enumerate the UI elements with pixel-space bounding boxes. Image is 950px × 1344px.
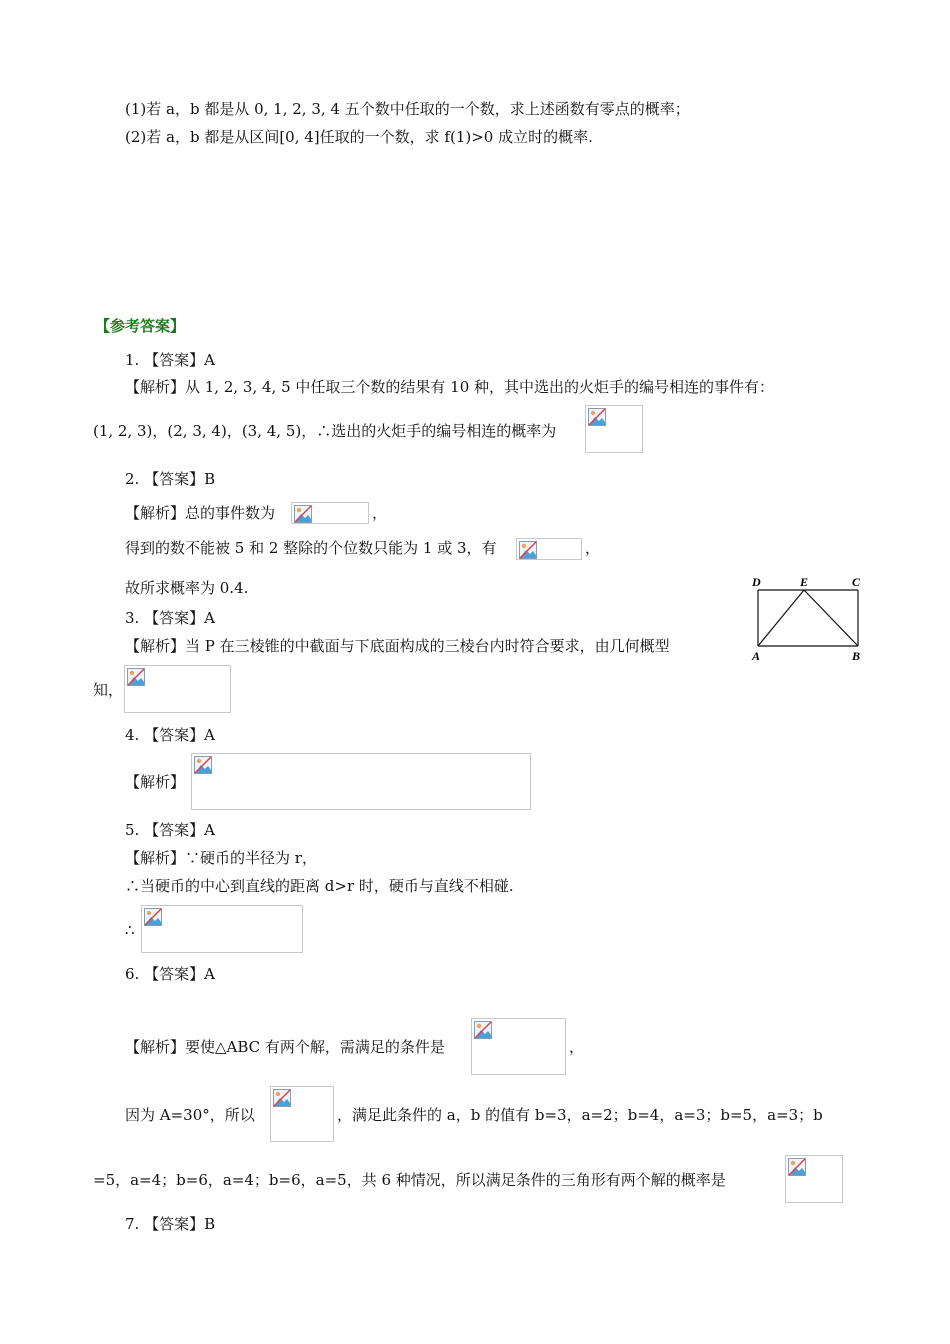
formula-image-4	[124, 665, 231, 713]
broken-image-icon	[588, 408, 606, 426]
answer-6-explanation-line-2a: 因为 A=30°，所以	[125, 1106, 255, 1124]
formula-image-9	[785, 1155, 843, 1203]
formula-image-5	[191, 753, 531, 810]
broken-image-icon	[127, 668, 145, 686]
point-label-b: B	[852, 649, 861, 663]
reference-answers-heading: 【参考答案】	[95, 317, 186, 335]
answer-2-explanation-line-2-tail: ，	[585, 539, 601, 557]
answer-6-explanation-line-1: 【解析】要使△ABC 有两个解，需满足的条件是	[125, 1038, 445, 1056]
answer-4: 4. 【答案】A	[125, 726, 215, 744]
answer-2-explanation-line-1: 【解析】总的事件数为	[125, 504, 276, 522]
answer-6: 6. 【答案】A	[125, 965, 215, 983]
answer-5-explanation-line-3: ∴	[125, 921, 135, 939]
answer-3: 3. 【答案】A	[125, 609, 215, 627]
formula-image-3	[516, 538, 582, 560]
answer-6-explanation-line-1-tail: ，	[569, 1038, 585, 1056]
broken-image-icon	[788, 1158, 806, 1176]
broken-image-icon	[294, 505, 312, 523]
broken-image-icon	[273, 1089, 291, 1107]
problem-part-1: (1)若 a，b 都是从 0, 1, 2, 3, 4 五个数中任取的一个数，求上述函数有零点的概率；	[125, 100, 690, 118]
broken-image-icon	[519, 541, 537, 559]
answer-2-explanation-line-3: 故所求概率为 0.4.	[125, 579, 249, 597]
point-label-a: A	[752, 649, 761, 663]
answer-6-explanation-line-3: =5，a=4；b=6，a=4；b=6，a=5，共 6 种情况，所以满足条件的三角形有两个解的概率是	[93, 1171, 726, 1189]
answer-1-explanation-line-2: (1, 2, 3)，(2, 3, 4)，(3, 4, 5)，∴选出的火炬手的编号相连的概率为	[93, 422, 557, 440]
broken-image-icon	[144, 908, 162, 926]
answer-2-explanation-line-1-tail: ，	[372, 504, 388, 522]
formula-image-2	[291, 502, 369, 524]
formula-image-1	[585, 405, 643, 453]
answer-1: 1. 【答案】A	[125, 351, 215, 369]
answer-4-explanation: 【解析】	[125, 773, 186, 791]
answer-3-explanation-line-1: 【解析】当 P 在三棱锥的中截面与下底面构成的三棱台内时符合要求，由几何概型	[125, 637, 670, 655]
answer-5-explanation-line-1: 【解析】∵硬币的半径为 r，	[125, 849, 317, 867]
answer-2: 2. 【答案】B	[125, 470, 216, 488]
formula-image-6	[141, 905, 303, 953]
answer-1-explanation-line-1: 【解析】从 1, 2, 3, 4, 5 中任取三个数的结果有 10 种，其中选出的火炬手的编号相连的事件有：	[125, 378, 775, 396]
answer-7: 7. 【答案】B	[125, 1215, 216, 1233]
answer-5: 5. 【答案】A	[125, 821, 215, 839]
formula-image-7	[471, 1018, 566, 1075]
point-label-d: D	[752, 575, 761, 589]
answer-3-explanation-line-2: 知，	[93, 681, 124, 699]
answer-6-explanation-line-2b: ，满足此条件的 a，b 的值有 b=3，a=2；b=4，a=3；b=5，a=3；b	[337, 1106, 823, 1124]
formula-image-8	[270, 1086, 334, 1142]
point-label-e: E	[800, 575, 809, 589]
broken-image-icon	[474, 1021, 492, 1039]
problem-part-2: (2)若 a，b 都是从区间[0, 4]任取的一个数，求 f(1)>0 成立时的概率.	[125, 128, 593, 146]
answer-2-explanation-line-2: 得到的数不能被 5 和 2 整除的个位数只能为 1 或 3，有	[125, 539, 497, 557]
answer-5-explanation-line-2: ∴当硬币的中心到直线的距离 d>r 时，硬币与直线不相碰.	[125, 877, 514, 895]
broken-image-icon	[194, 756, 212, 774]
geometry-figure	[748, 574, 868, 664]
point-label-c: C	[852, 575, 861, 589]
